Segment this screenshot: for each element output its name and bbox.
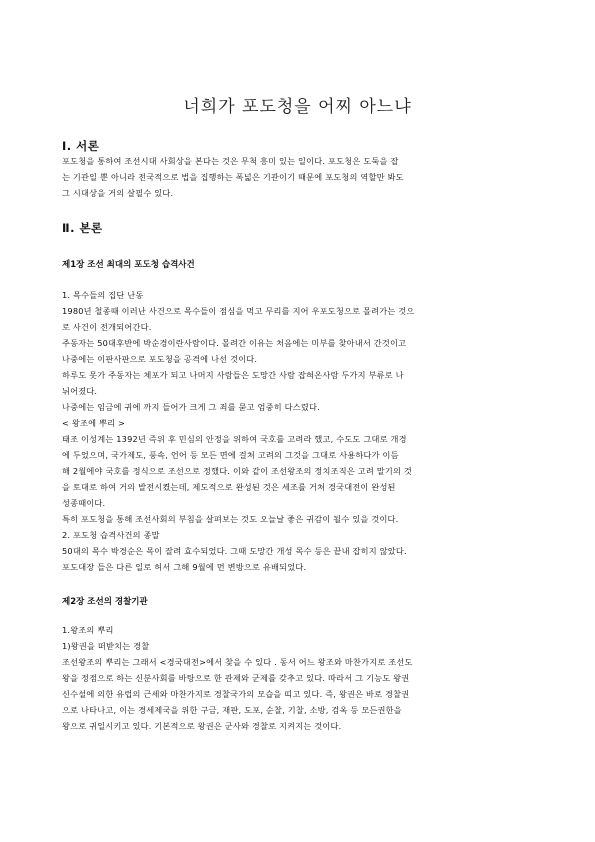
text-line: 하루도 못가 주동자는 체포가 되고 나머지 사람들은 도망간 사람 잡혀온사람 두가지 부류로 나 xyxy=(62,370,404,380)
text-line: 성종때이다. xyxy=(62,498,106,508)
text-line: 에 두었으며, 국가제도, 풍속, 언어 등 모든 면에 걸쳐 고려의 그것을 그대로 사용하다가 이듬 xyxy=(62,450,399,460)
chapter-2-title: 제2장 조선의 경찰기관 xyxy=(62,597,148,607)
chapter-1-title: 제1장 조선 최대의 포도청 습격사건 xyxy=(62,260,195,270)
text-line: 는 기관일 뿐 아니라 전국적으로 법을 집행하는 폭넓은 기관이기 때문에 포도청의 역할만 봐도 xyxy=(62,172,404,182)
text-line: 나중에는 임금에 귀에 까지 들어가 크게 그 죄를 묻고 엄중히 다스렸다. xyxy=(62,402,320,412)
intro-heading: Ⅰ. 서론 xyxy=(62,139,100,153)
text-line: 해 2월에야 국호를 정식으로 조선으로 정했다. 이와 같이 조선왕조의 정치조직은 고려 말기의 것 xyxy=(62,466,412,476)
text-line: 조선왕조의 뿌리는 그래서 <경국대전>에서 찾을 수 있다 . 동서 어느 왕조와 마찬가지로 조선도 xyxy=(62,657,413,667)
text-line: 50대의 목수 박경순은 목이 잘려 효수되었다. 그때 도망간 개성 목수 등은 끝내 잡히지 않았다. xyxy=(62,546,407,556)
text-line: 1.왕조의 뿌리 xyxy=(62,625,114,635)
text-line: 뉘어졌다. xyxy=(62,386,98,396)
text-line: 왕을 정점으로 하는 신분사회를 바탕으로 한 관제와 군제를 갖추고 있다. 따라서 그 기능도 왕권 xyxy=(62,673,410,683)
text-line: 왕으로 귀일시키고 있다. 기본적으로 왕권은 군사와 경찰로 지켜지는 것이다. xyxy=(62,721,342,731)
text-line: 주동자는 50대후반에 박순경이란사람이다. 몰려간 이유는 처음에는 미부를 찾아내서 간것이고 xyxy=(62,338,407,348)
text-line: 1980년 철종때 이러난 사건으로 목수들이 점심을 먹고 무리를 지어 우포도청으로 몰려가는 것으 xyxy=(62,306,415,316)
text-line: 신수설에 의한 유럽의 근세와 마찬가지로 경찰국가의 모습을 띠고 있다. 즉, 왕권은 바로 경찰권 xyxy=(62,689,410,699)
text-line: 2. 포도청 습격사건의 종말 xyxy=(62,530,160,540)
text-line: 1. 목수들의 집단 난동 xyxy=(62,290,144,300)
text-line: 으로 나타나고, 이는 경세제국을 위한 구금, 재판, 도포, 순찰, 기찰, 소방, 검옥 등 모든권한을 xyxy=(62,705,402,715)
intro-paragraph xyxy=(62,153,544,201)
text-line: 을 토대로 하여 거의 발전시켰는데, 제도적으로 완성된 것은 세조를 거쳐 경국대전이 완성된 xyxy=(62,482,396,492)
text-line: < 왕조에 뿌리 > xyxy=(62,418,126,428)
text-line: 포도대장 들은 다른 일로 허서 그해 9월에 먼 변방으로 유배되었다. xyxy=(62,562,307,572)
chapter-2-text xyxy=(62,622,544,734)
text-line: 특히 포도청을 통해 조선사회의 부침을 살펴보는 것도 오늘날 좋은 귀감이 될수 있을 것이다. xyxy=(62,514,399,524)
body-heading: Ⅱ. 본론 xyxy=(62,221,103,235)
text-line: 포도청을 통하여 조선시대 사회상을 본다는 것은 무척 흥미 있는 일이다. 포도청은 도둑을 잡 xyxy=(62,156,399,166)
chapter-1-text xyxy=(62,287,544,575)
document-title: 너희가 포도청을 어찌 아느냐 xyxy=(183,97,412,117)
text-line: 태조 이성계는 1392년 즉위 후 민심의 안정을 위하여 국호를 고려라 했고, 수도도 그대로 개경 xyxy=(62,434,407,444)
text-line: 그 시대상을 거의 살필수 있다. xyxy=(62,188,174,198)
text-line: 1)왕권을 떠받치는 경찰 xyxy=(62,641,150,651)
text-line: 로 사건이 전개되어간다. xyxy=(62,322,152,332)
text-line: 나중에는 이판사판으로 포도청을 공격에 나선 것이다. xyxy=(62,354,258,364)
